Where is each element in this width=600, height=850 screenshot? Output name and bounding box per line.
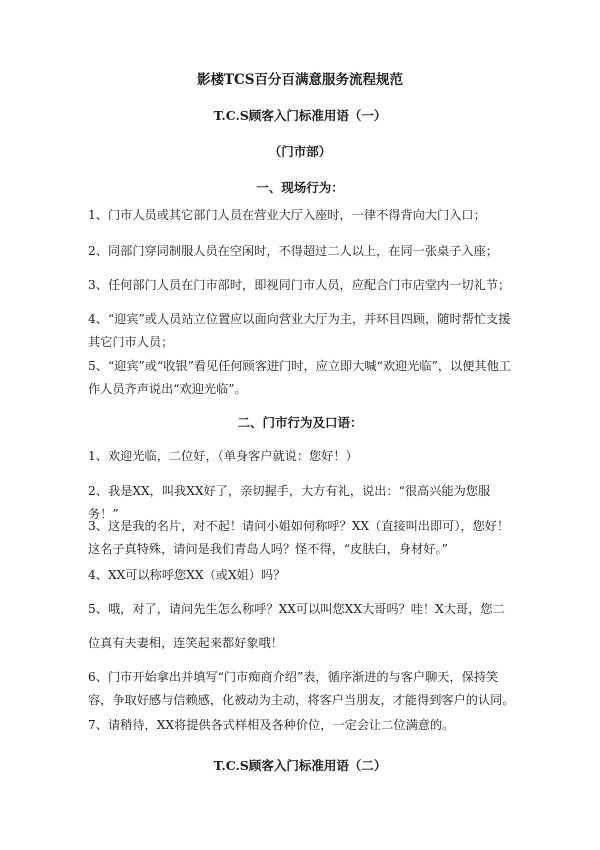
list-item: 位真有夫妻相，连笑起来都好象哦！ [88, 636, 283, 650]
department-label: （门市部） [268, 144, 332, 159]
list-item: 3、任何部门人员在门市部时，即视同门市人员，应配合门市店堂内一切礼节； [88, 278, 511, 292]
list-item: 5、哦，对了，请问先生怎么称呼？XX可以叫您XX大哥吗？哇！X大哥，您二 [88, 602, 505, 616]
part1-heading: 一、现场行为： [256, 180, 344, 195]
list-item: 4、XX可以称呼您XX（或X姐）吗？ [88, 568, 286, 582]
list-item: 3、这是我的名片，对不起！请问小姐如何称呼？XX（直接叫出即可），您好！这名子真特殊，请问是我们青岛人吗？怪不得，“皮肤白，身材好。” [88, 519, 510, 556]
section-heading-2: T.C.S顾客入门标准用语（二） [213, 758, 387, 773]
part2-heading: 二、门市行为及口语： [237, 415, 363, 430]
list-item: 2、同部门穿同制服人员在空闲时，不得超过二人以上，在同一张桌子入座； [88, 244, 498, 258]
list-item: 7、请稍待，XX将提供各式样相及各种价位，一定会让二位满意的。 [88, 718, 455, 732]
list-item: 2、我是XX，叫我XX好了，亲切握手，大方有礼，说出：“很高兴能为您服务！” [88, 484, 491, 521]
document-title: 影楼TCS百分百满意服务流程规范 [196, 72, 404, 88]
section-heading-1: T.C.S顾客入门标准用语（一） [213, 108, 387, 123]
list-item: 5、“迎宾”或“收银”看见任何顾客进门时，应立即大喊“欢迎光临”，以便其他工作人员齐声说出“欢迎光临”。 [88, 359, 511, 396]
list-item: 6、门市开始拿出并填写“门市痴商介绍”表，循序渐进的与客户聊天，保持笑容，争取好感与信赖感，化被动为主动，将客户当朋友，才能得到客户的认同。 [88, 670, 515, 707]
list-item: 1、欢迎光临，二位好，（单身客户就说：您好！） [88, 449, 358, 463]
list-item: 1、门市人员或其它部门人员在营业大厅入座时，一律不得背向大门入口； [88, 208, 486, 222]
list-item: 4、“迎宾”或人员站立位置应以面向营业大厅为主，并环目四顾，随时帮忙支援其它门市人员； [88, 312, 511, 349]
